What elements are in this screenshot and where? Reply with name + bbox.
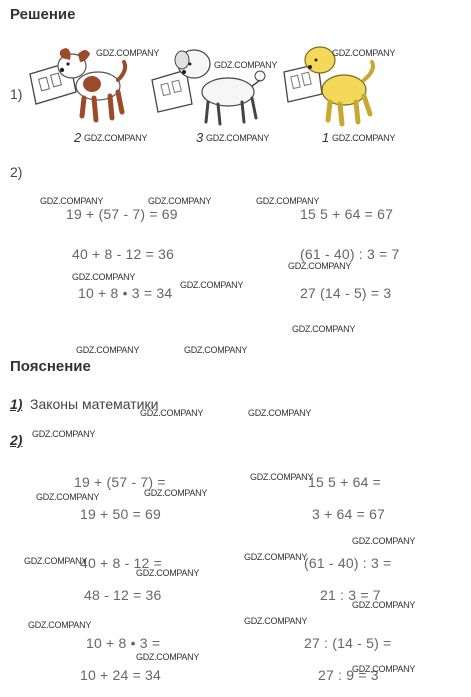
explanation-left-step-1a: 19 + (57 - 7) = — [74, 474, 166, 490]
solution-equation-left-3: 10 + 8 • 3 = 34 — [78, 285, 173, 301]
solution-equation-right-2: (61 - 40) : 3 = 7 — [300, 246, 400, 262]
watermark: GDZ.COMPANY — [250, 472, 314, 482]
solution-equation-left-1: 19 + (57 - 7) = 69 — [66, 206, 178, 222]
dog-illustration-2 — [148, 42, 268, 128]
part2-label: 2) — [10, 164, 23, 180]
explanation-item1-label: 1) — [10, 396, 23, 412]
explanation-right-step-1a: 15 5 + 64 = — [308, 474, 382, 490]
solution-equation-right-1: 15 5 + 64 = 67 — [300, 206, 394, 222]
explanation-left-step-3b: 10 + 24 = 34 — [80, 667, 162, 683]
watermark: GDZ.COMPANY — [288, 261, 352, 271]
watermark: GDZ.COMPANY — [36, 492, 100, 502]
watermark: GDZ.COMPANY — [136, 568, 200, 578]
watermark: GDZ.COMPANY — [332, 133, 396, 143]
solution-heading: Решение — [10, 6, 76, 23]
part1-label: 1) — [10, 86, 23, 102]
watermark: GDZ.COMPANY — [292, 324, 356, 334]
explanation-left-step-3a: 10 + 8 • 3 = — [86, 635, 161, 651]
solution-equation-right-3: 27 (14 - 5) = 3 — [300, 285, 392, 301]
explanation-left-step-1b: 19 + 50 = 69 — [80, 506, 162, 522]
explanation-right-step-1b: 3 + 64 = 67 — [312, 506, 386, 522]
explanation-right-step-3b: 27 : 9 = 3 — [318, 667, 379, 683]
watermark: GDZ.COMPANY — [352, 664, 416, 674]
watermark: GDZ.COMPANY — [352, 536, 416, 546]
watermark: GDZ.COMPANY — [244, 616, 308, 626]
dog-1-answer: 2 — [74, 130, 82, 145]
watermark: GDZ.COMPANY — [184, 345, 248, 355]
watermark: GDZ.COMPANY — [352, 600, 416, 610]
solution-equation-left-2: 40 + 8 - 12 = 36 — [72, 246, 175, 262]
watermark: GDZ.COMPANY — [32, 429, 96, 439]
explanation-item2-label: 2) — [10, 432, 23, 448]
watermark: GDZ.COMPANY — [28, 620, 92, 630]
watermark: GDZ.COMPANY — [180, 280, 244, 290]
explanation-left-step-2b: 48 - 12 = 36 — [84, 587, 162, 603]
dog-2-answer: 3 — [196, 130, 204, 145]
watermark: GDZ.COMPANY — [214, 60, 278, 70]
explanation-right-step-2b: 21 : 3 = 7 — [320, 587, 381, 603]
watermark: GDZ.COMPANY — [40, 196, 104, 206]
explanation-right-step-2a: (61 - 40) : 3 = — [304, 555, 392, 571]
watermark: GDZ.COMPANY — [84, 133, 148, 143]
dog-3-answer: 1 — [322, 130, 330, 145]
watermark: GDZ.COMPANY — [332, 48, 396, 58]
watermark: GDZ.COMPANY — [136, 652, 200, 662]
watermark: GDZ.COMPANY — [148, 196, 212, 206]
watermark: GDZ.COMPANY — [144, 488, 208, 498]
explanation-right-step-3a: 27 : (14 - 5) = — [304, 635, 392, 651]
watermark: GDZ.COMPANY — [72, 272, 136, 282]
explanation-item1-text: Законы математики — [30, 396, 159, 412]
watermark: GDZ.COMPANY — [256, 196, 320, 206]
watermark: GDZ.COMPANY — [96, 48, 160, 58]
explanation-heading: Пояснение — [10, 358, 91, 375]
watermark: GDZ.COMPANY — [24, 556, 88, 566]
watermark: GDZ.COMPANY — [248, 408, 312, 418]
watermark: GDZ.COMPANY — [76, 345, 140, 355]
watermark: GDZ.COMPANY — [206, 133, 270, 143]
watermark: GDZ.COMPANY — [140, 408, 204, 418]
watermark: GDZ.COMPANY — [244, 552, 308, 562]
explanation-left-step-2a: 40 + 8 - 12 = — [80, 555, 162, 571]
